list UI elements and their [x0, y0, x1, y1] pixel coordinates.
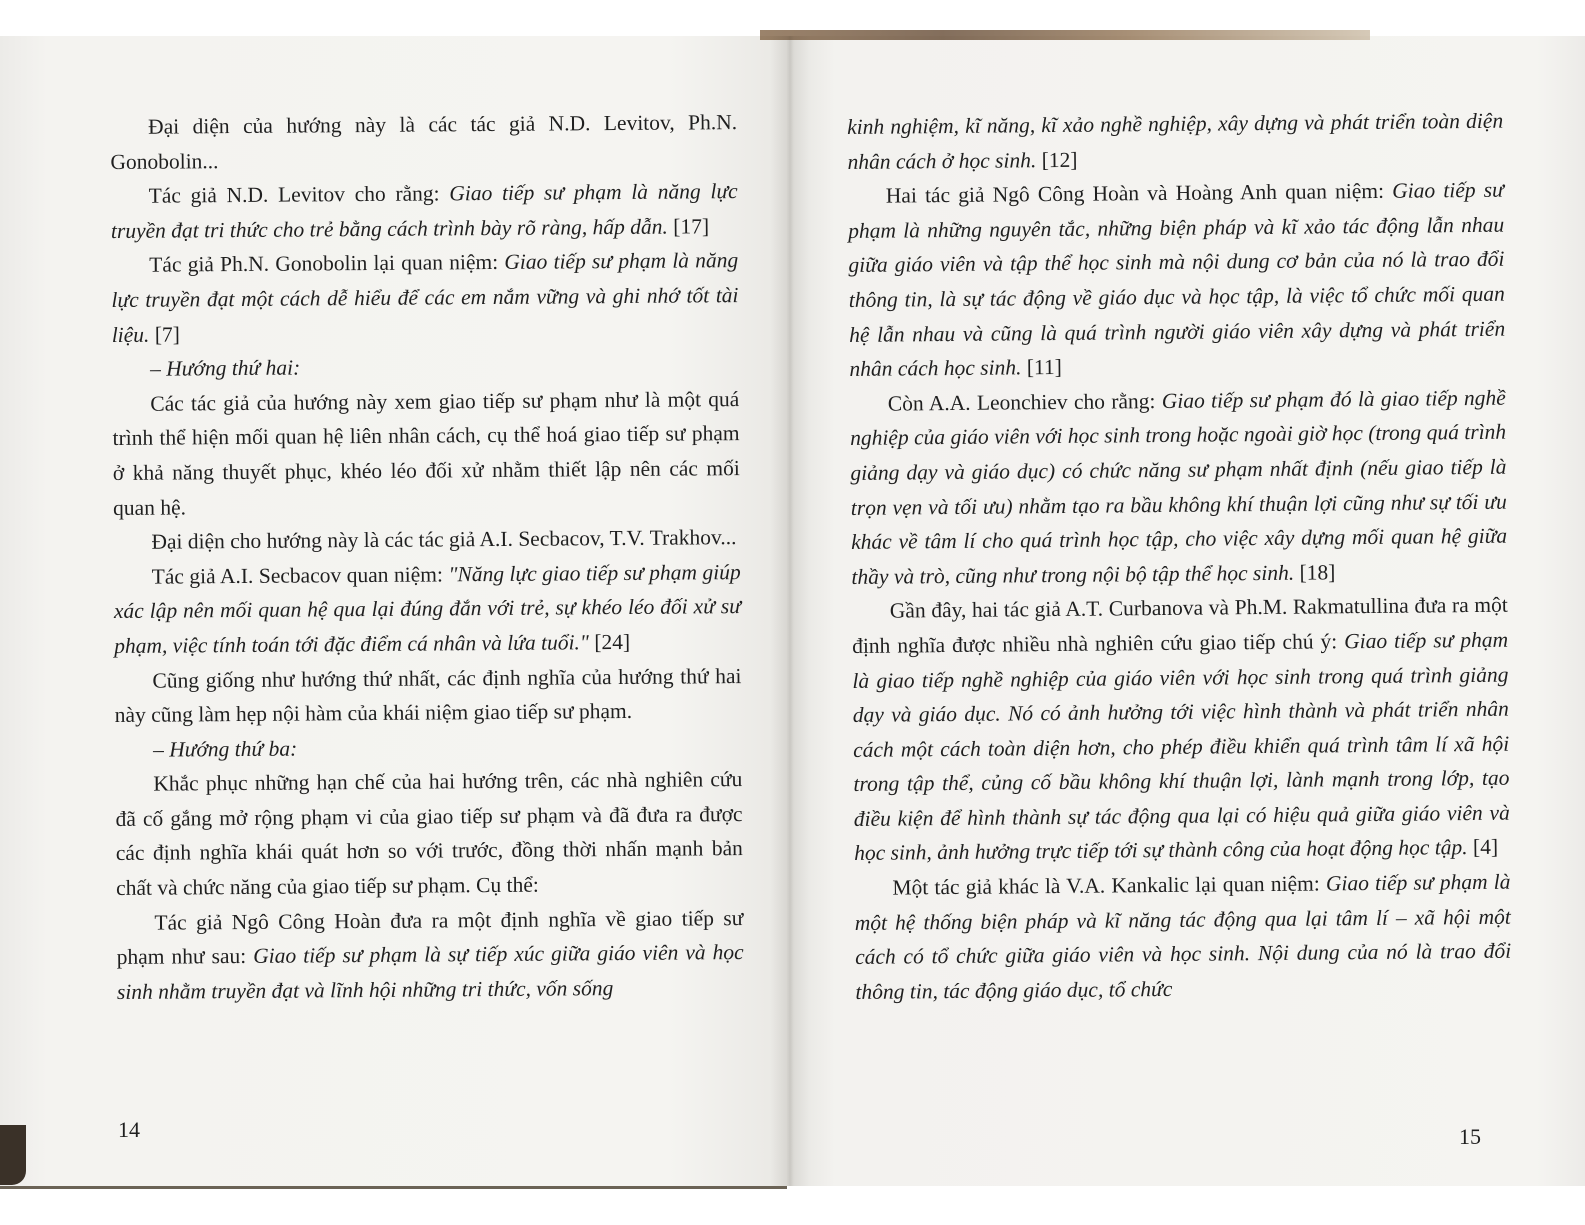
- paragraph: kinh nghiệm, kĩ năng, kĩ xảo nghề nghiệp, xây dựng và phát triển toàn diện nhân cách ở học sinh. [12]: [847, 108, 1504, 174]
- paragraph: Cũng giống như hướng thứ nhất, các định nghĩa của hướng thứ hai này cũng làm hẹp nội hàm của khái niệm giao tiếp sư phạm.: [114, 663, 742, 728]
- paragraph: Tác giả A.I. Secbacov quan niệm: "Năng lực giao tiếp sư phạm giúp xác lập nên mối quan hệ qua lại đúng đắn với trẻ, sự khéo léo đối xử sư phạm, việc tính toán tới đặc điểm cá nhân và lứa tuổi." [24]: [113, 559, 742, 658]
- quote-italic: Giao tiếp sư phạm là một hệ thống biện pháp và kĩ năng tác động qua lại tâm lí – xã hội một cách có tổ chức giữa giáo viên và học sinh. Nội dung của nó là trao đổi thông tin, tác động giáo dục, tổ chức: [854, 869, 1512, 1004]
- section-heading: – Hướng thứ ba:: [152, 736, 298, 762]
- quote-italic: kinh nghiệm, kĩ năng, kĩ xảo nghề nghiệp, xây dựng và phát triển toàn diện nhân cách ở học sinh.: [847, 108, 1504, 174]
- page-number-right: 15: [1459, 1124, 1481, 1149]
- quote-italic: Giao tiếp sư phạm là sự tiếp xúc giữa giáo viên và học sinh nhằm truyền đạt và lĩnh hội những tri thức, vốn sống: [116, 940, 744, 1004]
- paragraph: Đại diện của hướng này là các tác giả N.D. Levitov, Ph.N. Gonobolin...: [110, 110, 738, 174]
- quote-italic: Giao tiếp sư phạm đó là giao tiếp nghề nghiệp của giáo viên với học sinh trong hoặc ngoài giờ học (trong quá trình giảng dạy và giáo dục) có chức năng sư phạm nhất định (nếu giao tiếp là trọn vẹn và tối ưu) nhằm tạo ra bầu không khí thuận lợi cũng như sự tối ưu khác về tâm lí cho quá trình học tập, cho việc xây dựng mối quan hệ giữa thầy và trò, cũng như trong nội bộ tập thể học sinh.: [850, 385, 1508, 589]
- paragraph: Khắc phục những hạn chế của hai hướng trên, các nhà nghiên cứu đã cố gắng mở rộng phạm vi của giao tiếp sư phạm và đã đưa ra được các định nghĩa khái quát hơn so với trước, đồng thời nhấn mạnh bản chất và chức năng của giao tiếp sư phạm. Cụ thể:: [115, 767, 743, 901]
- paragraph: Tác giả Ph.N. Gonobolin lại quan niệm: Giao tiếp sư phạm là năng lực truyền đạt một cách dễ hiểu để các em nắm vững và ghi nhớ tốt tài liệu. [7]: [111, 248, 739, 347]
- page-number-left: 14: [118, 1117, 140, 1142]
- quote-italic: "Năng lực giao tiếp sư phạm giúp xác lập nên mối quan hệ qua lại đúng đắn với trẻ, sự khéo léo đối xử sư phạm, việc tính toán tới đặc điểm cá nhân và lứa tuổi.": [113, 559, 742, 658]
- section-heading: – Hướng thứ hai:: [149, 355, 301, 381]
- book-binding-edge: [760, 30, 1370, 40]
- quote-italic: Giao tiếp sư phạm là những nguyên tắc, những biện pháp và kĩ xảo tác động lẫn nhau giữa giáo viên và tập thể học sinh mà nội dung cơ bản của nó là trao đổi thông tin, là sự tác động về giáo dục và học tập, là việc tổ chức mối quan hệ lẫn nhau và cũng là quá trình người giáo viên xây dựng và phát triển nhân cách học sinh.: [848, 177, 1506, 382]
- right-page-body: [847, 104, 1512, 1010]
- quote-italic: Giao tiếp sư phạm là năng lực truyền đạt một cách dễ hiểu để các em nắm vững và ghi nhớ tốt tài liệu.: [111, 248, 739, 347]
- paragraph: Một tác giả khác là V.A. Kankalic lại quan niệm: Giao tiếp sư phạm là một hệ thống biện pháp và kĩ năng tác động qua lại tâm lí – xã hội một cách có tổ chức giữa giáo viên và học sinh. Nội dung của nó là trao đổi thông tin, tác động giáo dục, tổ chức: [854, 869, 1512, 1004]
- left-page-body: [110, 105, 744, 1009]
- paragraph: Gần đây, hai tác giả A.T. Curbanova và Ph.M. Rakmatullina đưa ra một định nghĩa được nhiều nhà nghiên cứu giao tiếp chú ý: Giao tiếp sư phạm là giao tiếp nghề nghiệp của giáo viên với học sinh trong quá trình giảng dạy và giáo dục. Nó có ảnh hưởng tới việc hình thành và phát triển nhân cách một cách toàn diện hơn, cho phép điều khiển quá trình tâm lí xã hội trong tập thể, củng cố bầu không khí thuận lợi, lành mạnh trong lớp, tạo điều kiện để hình thành sự tác động qua lại có hiệu quả giữa giáo viên và học sinh, ảnh hưởng trực tiếp tới sự thành công của hoạt động học tập. [4]: [852, 592, 1510, 866]
- paragraph: Tác giả N.D. Levitov cho rằng: Giao tiếp sư phạm là năng lực truyền đạt tri thức cho trẻ bằng cách trình bày rõ ràng, hấp dẫn. [17]: [110, 179, 738, 243]
- paragraph: Hai tác giả Ngô Công Hoàn và Hoàng Anh quan niệm: Giao tiếp sư phạm là những nguyên tắc, những biện pháp và kĩ xảo tác động lẫn nhau giữa giáo viên và tập thể học sinh mà nội dung cơ bản của nó là trao đổi thông tin, là sự tác động về giáo dục và học tập, là việc tổ chức mối quan hệ lẫn nhau và cũng là quá trình người giáo viên xây dựng và phát triển nhân cách học sinh. [11]: [848, 177, 1506, 382]
- quote-italic: Giao tiếp sư phạm là năng lực truyền đạt tri thức cho trẻ bằng cách trình bày rõ ràng, hấp dẫn.: [110, 179, 738, 243]
- spine-shadow: [770, 36, 810, 1186]
- quote-italic: Giao tiếp sư phạm là giao tiếp nghề nghiệp của giáo viên với học sinh trong quá trình giảng dạy và giáo dục. Nó có ảnh hưởng tới việc hình thành và phát triển nhân cách một cách toàn diện hơn, cho phép điều khiển quá trình tâm lí xã hội trong tập thể, củng cố bầu không khí thuận lợi, lành mạnh trong lớp, tạo điều kiện để hình thành sự tác động qua lại có hiệu quả giữa giáo viên và học sinh, ảnh hưởng trực tiếp tới sự thành công của hoạt động học tập.: [852, 627, 1510, 866]
- paragraph: Còn A.A. Leonchiev cho rằng: Giao tiếp sư phạm đó là giao tiếp nghề nghiệp của giáo viên với học sinh trong hoặc ngoài giờ học (trong quá trình giảng dạy và giáo dục) có chức năng sư phạm nhất định (nếu giao tiếp là trọn vẹn và tối ưu) nhằm tạo ra bầu không khí thuận lợi cũng như sự tối ưu khác về tâm lí cho quá trình học tập, cho việc xây dựng mối quan hệ giữa thầy và trò, cũng như trong nội bộ tập thể học sinh. [18]: [850, 385, 1508, 589]
- page-corner-shadow: [0, 1125, 26, 1185]
- paragraph: Các tác giả của hướng này xem giao tiếp sư phạm như là một quá trình thể hiện mối quan hệ liên nhân cách, cụ thể hoá giao tiếp sư phạm ở khả năng thuyết phục, khéo léo đối xử nhằm thiết lập nên các mối quan hệ.: [112, 386, 740, 520]
- paragraph: Đại diện cho hướng này là các tác giả A.I. Secbacov, T.V. Trakhov...: [151, 525, 737, 554]
- paragraph: Tác giả Ngô Công Hoàn đưa ra một định nghĩa về giao tiếp sư phạm như sau: Giao tiếp sư phạm là sự tiếp xúc giữa giáo viên và học sinh nhằm truyền đạt và lĩnh hội những tri thức, vốn sống: [116, 905, 744, 1004]
